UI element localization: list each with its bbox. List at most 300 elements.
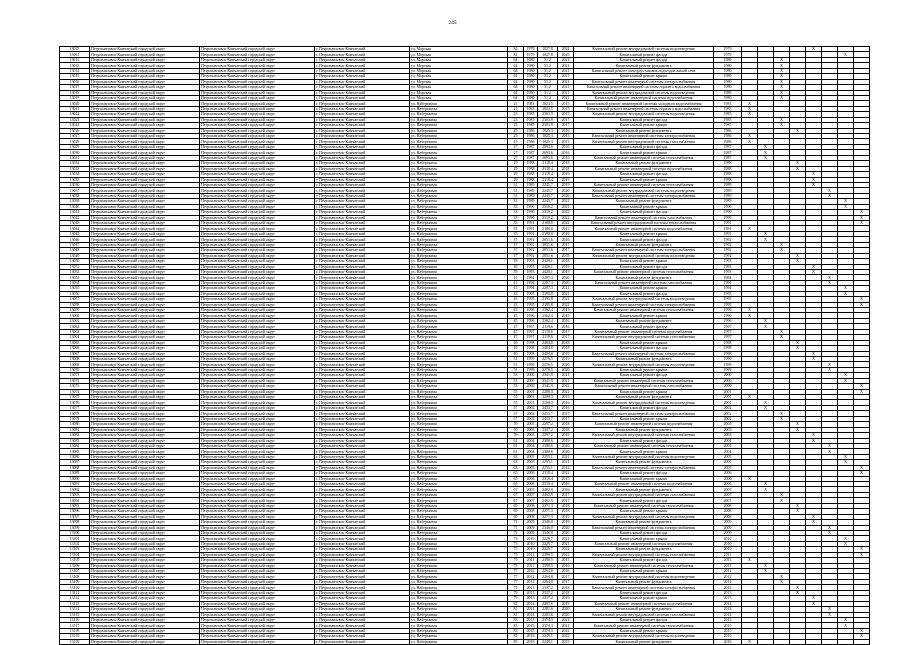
term-cell: 2303,9 (538, 117, 558, 122)
plan-year-cell: 2000 (714, 378, 742, 383)
street-cell: ул. Морская (410, 90, 508, 95)
term-cell: 2019 (558, 520, 574, 525)
plan-year-cell: 1992 (714, 248, 742, 253)
mark-cell: X (742, 313, 758, 318)
term-cell: 2018 (558, 166, 574, 171)
settlement-cell: Петропавловск-Камчатский городской округ (200, 623, 315, 628)
settlement-cell: Петропавловск-Камчатский городской округ (200, 634, 315, 639)
term-cell: 51,2 (538, 90, 558, 95)
settlement-cell: Петропавловск-Камчатский городской округ (200, 422, 315, 427)
year-cell: 1980 (524, 74, 538, 79)
term-cell: 2119,6 (538, 335, 558, 340)
year-cell: 1980 (524, 57, 538, 62)
municipality-cell: Петропавловск-Камчатский городской округ (90, 112, 200, 117)
house-number-cell: 77 (508, 574, 524, 579)
mark-cell: X (790, 253, 806, 258)
house-number-cell: 25 (508, 128, 524, 133)
row-id: 13031 (60, 155, 90, 160)
term-cell: 2019 (558, 172, 574, 177)
term-cell: 2341,9 (538, 384, 558, 389)
house-number-cell: 73 (508, 541, 524, 546)
row-id: 13061 (60, 318, 90, 323)
term-cell: 2318,4 (538, 471, 558, 476)
term-cell: 2021 (558, 536, 574, 541)
settlement-cell: Петропавловск-Камчатский городской округ (200, 204, 315, 209)
year-cell: 2014 (524, 607, 538, 612)
street-cell: ул. Набережная (410, 346, 508, 351)
row-id: 13044 (60, 226, 90, 231)
plan-year-cell: 2000 (714, 373, 742, 378)
house-number-cell: 27 (508, 144, 524, 149)
house-number-cell: 81 (508, 612, 524, 617)
plan-year-cell: 1986 (714, 134, 742, 139)
plan-year-cell: 1992 (714, 253, 742, 258)
plan-year-cell: 2003 (714, 422, 742, 427)
city-cell: г. Петропавловск-Камчатский (315, 101, 410, 106)
city-cell: г. Петропавловск-Камчатский (315, 558, 410, 563)
city-cell: г. Петропавловск-Камчатский (315, 541, 410, 546)
term-cell: 2016 (558, 237, 574, 242)
term-cell: 2015 (558, 395, 574, 400)
mark-cell: X (774, 117, 790, 122)
city-cell: г. Петропавловск-Камчатский (315, 161, 410, 166)
city-cell: г. Петропавловск-Камчатский (315, 405, 410, 410)
year-cell: 2007 (524, 492, 538, 497)
year-cell: 1979 (524, 52, 538, 57)
house-number-cell: 53 (508, 378, 524, 383)
settlement-cell: Петропавловск-Камчатский городской округ (200, 373, 315, 378)
municipality-cell: Петропавловск-Камчатский городской округ (90, 465, 200, 470)
year-cell: 1997 (524, 335, 538, 340)
street-cell: ул. Набережная (410, 612, 508, 617)
term-cell: 2020 (558, 367, 574, 372)
work-description-cell: Капитальный ремонт крыши (574, 367, 714, 372)
city-cell: г. Петропавловск-Камчатский (315, 443, 410, 448)
house-number-cell: 59 (508, 433, 524, 438)
year-cell: 1997 (524, 324, 538, 329)
plan-year-cell: 2012 (714, 579, 742, 584)
mark-cell: X (838, 623, 854, 628)
settlement-cell: Петропавловск-Камчатский городской округ (200, 443, 315, 448)
row-id: 13098 (60, 520, 90, 525)
settlement-cell: Петропавловск-Камчатский городской округ (200, 579, 315, 584)
row-id: 13050 (60, 259, 90, 264)
city-cell: г. Петропавловск-Камчатский (315, 182, 410, 187)
municipality-cell: Петропавловск-Камчатский городской округ (90, 547, 200, 552)
settlement-cell: Петропавловск-Камчатский городской округ (200, 155, 315, 160)
row-id: 13102 (60, 541, 90, 546)
settlement-cell: Петропавловск-Камчатский городской округ (200, 460, 315, 465)
street-cell: ул. Набережная (410, 400, 508, 405)
term-cell: 2019 (558, 356, 574, 361)
term-cell: 2271,3 (538, 503, 558, 508)
plan-year-cell: 1980 (714, 74, 742, 79)
work-description-cell: Капитальный ремонт внутридомовой системы водоотведения (574, 90, 714, 95)
house-number-cell: 51 (508, 356, 524, 361)
row-id: 13016 (60, 79, 90, 84)
city-cell: г. Петропавловск-Камчатский (315, 139, 410, 144)
term-cell: 2287,3 (538, 275, 558, 280)
street-cell: ул. Набережная (410, 487, 508, 492)
year-cell: 1980 (524, 85, 538, 90)
street-cell: ул. Морская (410, 47, 508, 52)
term-cell: 51,2 (538, 79, 558, 84)
city-cell: г. Петропавловск-Камчатский (315, 248, 410, 253)
year-cell: 2004 (524, 449, 538, 454)
work-description-cell: Капитальный ремонт фундамента (574, 356, 714, 361)
house-number-cell: 47 (508, 324, 524, 329)
city-cell: г. Петропавловск-Камчатский (315, 569, 410, 574)
settlement-cell: Петропавловск-Камчатский городской округ (200, 231, 315, 236)
settlement-cell: Петропавловск-Камчатский городской округ (200, 259, 315, 264)
street-cell: ул. Набережная (410, 210, 508, 215)
mark-cell: X (758, 318, 774, 323)
house-number-cell: 55 (508, 389, 524, 394)
mark-cell: X (806, 601, 822, 606)
city-cell: г. Петропавловск-Камчатский (315, 308, 410, 313)
row-id: 13071 (60, 373, 90, 378)
plan-year-cell: 1994 (714, 286, 742, 291)
plan-year-cell: 1990 (714, 215, 742, 220)
work-description-cell: Капитальный ремонт инженерной системы водоснабжения (574, 95, 714, 100)
work-description-cell: Капитальный ремонт фасада (574, 144, 714, 149)
plan-year-cell: 1998 (714, 340, 742, 345)
term-cell: 2018 (558, 346, 574, 351)
term-cell: 2420,1 (538, 269, 558, 274)
municipality-cell: Петропавловск-Камчатский городской округ (90, 384, 200, 389)
term-cell: 2021 (558, 199, 574, 204)
house-number-cell: 23 (508, 123, 524, 128)
work-description-cell: Капитальный ремонт внутридомовой системы газоснабжения (574, 433, 714, 438)
house-number-cell: 57 (508, 411, 524, 416)
street-cell: ул. Набережная (410, 128, 508, 133)
street-cell: ул. Набережная (410, 514, 508, 519)
settlement-cell: Петропавловск-Камчатский городской округ (200, 112, 315, 117)
term-cell: 2015 (558, 112, 574, 117)
city-cell: г. Петропавловск-Камчатский (315, 57, 410, 62)
mark-cell: X (758, 150, 774, 155)
mark-cell: X (854, 215, 870, 220)
term-cell: 2276,5 (538, 356, 558, 361)
settlement-cell: Петропавловск-Камчатский городской округ (200, 297, 315, 302)
year-cell: 2000 (524, 373, 538, 378)
mark-cell: X (774, 416, 790, 421)
year-cell: 1994 (524, 275, 538, 280)
municipality-cell: Петропавловск-Камчатский городской округ (90, 253, 200, 258)
municipality-cell: Петропавловск-Камчатский городской округ (90, 607, 200, 612)
street-cell: ул. Набережная (410, 623, 508, 628)
settlement-cell: Петропавловск-Камчатский городской округ (200, 313, 315, 318)
house-number-cell: 64 (508, 63, 524, 68)
municipality-cell: Петропавловск-Камчатский городской округ (90, 454, 200, 459)
year-cell: 1988 (524, 161, 538, 166)
settlement-cell: Петропавловск-Камчатский городской округ (200, 280, 315, 285)
mark-cell: X (758, 237, 774, 242)
year-cell: 2011 (524, 552, 538, 557)
municipality-cell: Петропавловск-Камчатский городской округ (90, 166, 200, 171)
term-cell: 2051,6 (538, 248, 558, 253)
city-cell: г. Петропавловск-Камчатский (315, 427, 410, 432)
term-cell: 2404,0 (538, 351, 558, 356)
municipality-cell: Петропавловск-Камчатский городской округ (90, 204, 200, 209)
year-cell: 2008 (524, 509, 538, 514)
term-cell: 1027,8 (538, 52, 558, 57)
settlement-cell: Петропавловск-Камчатский городской округ (200, 188, 315, 193)
term-cell: 2022 (558, 384, 574, 389)
plan-year-cell: 1985 (714, 123, 742, 128)
house-number-cell: 61 (508, 438, 524, 443)
mark-cell: X (774, 492, 790, 497)
year-cell: 1995 (524, 297, 538, 302)
term-cell: 51,2 (538, 95, 558, 100)
work-description-cell: Капитальный ремонт инженерной системы электроснабжения (574, 193, 714, 198)
year-cell: 1988 (524, 166, 538, 171)
municipality-cell: Петропавловск-Камчатский городской округ (90, 221, 200, 226)
work-description-cell: Капитальный ремонт крыши (574, 476, 714, 481)
street-cell: ул. Набережная (410, 356, 508, 361)
plan-year-cell: 1995 (714, 291, 742, 296)
municipality-cell: Петропавловск-Камчатский городской округ (90, 90, 200, 95)
work-description-cell: Капитальный ремонт фундамента (574, 199, 714, 204)
term-cell: 51,2 (538, 63, 558, 68)
work-description-cell: Капитальный ремонт инженерной системы теплоснабжения (574, 155, 714, 160)
city-cell: г. Петропавловск-Камчатский (315, 275, 410, 280)
city-cell: г. Петропавловск-Камчатский (315, 237, 410, 242)
year-cell: 2012 (524, 569, 538, 574)
house-number-cell: 79 (508, 585, 524, 590)
house-number-cell: 31 (508, 199, 524, 204)
city-cell: г. Петропавловск-Камчатский (315, 155, 410, 160)
settlement-cell: Петропавловск-Камчатский городской округ (200, 454, 315, 459)
work-description-cell: Капитальный ремонт фундамента (574, 639, 714, 644)
house-number-cell: 55 (508, 395, 524, 400)
settlement-cell: Петропавловск-Камчатский городской округ (200, 514, 315, 519)
house-number-cell: 83 (508, 617, 524, 622)
municipality-cell: Петропавловск-Камчатский городской округ (90, 476, 200, 481)
year-cell: 2014 (524, 612, 538, 617)
mark-cell: X (742, 112, 758, 117)
city-cell: г. Петропавловск-Камчатский (315, 530, 410, 535)
settlement-cell: Петропавловск-Камчатский городской округ (200, 95, 315, 100)
row-id: 13087 (60, 460, 90, 465)
city-cell: г. Петропавловск-Камчатский (315, 492, 410, 497)
row-id: 13011 (60, 52, 90, 57)
row-id: 13069 (60, 362, 90, 367)
plan-year-cell: 2011 (714, 558, 742, 563)
term-cell: 2018 (558, 503, 574, 508)
city-cell: г. Петропавловск-Камчатский (315, 335, 410, 340)
street-cell: ул. Морская (410, 74, 508, 79)
term-cell: 2188,0 (538, 221, 558, 226)
term-cell: 2017 (558, 492, 574, 497)
street-cell: ул. Набережная (410, 134, 508, 139)
mark-cell: X (806, 438, 822, 443)
municipality-cell: Петропавловск-Камчатский городской округ (90, 57, 200, 62)
table-row (60, 639, 870, 644)
mark-cell: X (774, 57, 790, 62)
year-cell: 2004 (524, 438, 538, 443)
mark-cell: X (854, 471, 870, 476)
city-cell: г. Петропавловск-Камчатский (315, 106, 410, 111)
plan-year-cell: 1989 (714, 188, 742, 193)
term-cell: 2022 (558, 221, 574, 226)
street-cell: ул. Морская (410, 63, 508, 68)
street-cell: ул. Набережная (410, 438, 508, 443)
plan-year-cell: 1987 (714, 155, 742, 160)
municipality-cell: Петропавловск-Камчатский городской округ (90, 373, 200, 378)
year-cell: 1983 (524, 106, 538, 111)
city-cell: г. Петропавловск-Камчатский (315, 607, 410, 612)
plan-year-cell: 2006 (714, 471, 742, 476)
house-number-cell: 45 (508, 313, 524, 318)
municipality-cell: Петропавловск-Камчатский городской округ (90, 193, 200, 198)
term-cell: 2374,3 (538, 617, 558, 622)
term-cell: 2374,3 (538, 623, 558, 628)
municipality-cell: Петропавловск-Камчатский городской округ (90, 242, 200, 247)
row-id: 13113 (60, 601, 90, 606)
mark-cell: X (806, 596, 822, 601)
work-description-cell: Капитальный ремонт внутридомовой системы водоотведения (574, 514, 714, 519)
house-number-cell: 63 (508, 465, 524, 470)
mark-cell (774, 639, 790, 644)
term-cell: 2245,7 (538, 182, 558, 187)
city-cell: г. Петропавловск-Камчатский (315, 482, 410, 487)
municipality-cell: Петропавловск-Камчатский городской округ (90, 329, 200, 334)
mark-cell: X (838, 52, 854, 57)
municipality-cell: Петропавловск-Камчатский городской округ (90, 411, 200, 416)
mark-cell: X (854, 634, 870, 639)
municipality-cell: Петропавловск-Камчатский городской округ (90, 275, 200, 280)
row-id: 13012 (60, 57, 90, 62)
city-cell: г. Петропавловск-Камчатский (315, 280, 410, 285)
work-description-cell: Капитальный ремонт крыши (574, 536, 714, 541)
term-cell: 2019 (558, 182, 574, 187)
year-cell: 1987 (524, 144, 538, 149)
term-cell: 2390,5 (538, 552, 558, 557)
term-cell: 2018 (558, 340, 574, 345)
year-cell: 1994 (524, 286, 538, 291)
mark-cell: X (790, 585, 806, 590)
plan-year-cell: 1997 (714, 335, 742, 340)
row-id: 13066 (60, 346, 90, 351)
mark-cell: X (774, 335, 790, 340)
year-cell: 1988 (524, 177, 538, 182)
row-id: 13055 (60, 286, 90, 291)
term-cell: 2404,0 (538, 346, 558, 351)
term-cell: 2016 (558, 405, 574, 410)
term-cell: 2019 (558, 351, 574, 356)
term-cell: 2022 (558, 465, 574, 470)
row-id: 13094 (60, 498, 90, 503)
street-cell: ул. Набережная (410, 112, 508, 117)
term-cell: 2016 (558, 318, 574, 323)
house-number-cell: 81 (508, 601, 524, 606)
work-description-cell: Капитальный ремонт внутридомовой системы газоснабжения (574, 492, 714, 497)
city-cell: г. Петропавловск-Камчатский (315, 634, 410, 639)
year-cell: 1996 (524, 308, 538, 313)
row-id: 13036 (60, 182, 90, 187)
house-number-cell: 61 (508, 449, 524, 454)
city-cell: г. Петропавловск-Камчатский (315, 291, 410, 296)
city-cell: г. Петропавловск-Камчатский (315, 498, 410, 503)
municipality-cell: Петропавловск-Камчатский городской округ (90, 259, 200, 264)
mark-cell: X (742, 134, 758, 139)
city-cell: г. Петропавловск-Камчатский (315, 525, 410, 530)
city-cell: г. Петропавловск-Камчатский (315, 596, 410, 601)
city-cell: г. Петропавловск-Камчатский (315, 226, 410, 231)
plan-year-cell: 1979 (714, 52, 742, 57)
house-number-cell: 49 (508, 340, 524, 345)
city-cell: г. Петропавловск-Камчатский (315, 628, 410, 633)
settlement-cell: Петропавловск-Камчатский городской округ (200, 427, 315, 432)
plan-year-cell: 2006 (714, 476, 742, 481)
settlement-cell: Петропавловск-Камчатский городской округ (200, 563, 315, 568)
mark-cell: X (742, 139, 758, 144)
year-cell: 2001 (524, 389, 538, 394)
city-cell: г. Петропавловск-Камчатский (315, 128, 410, 133)
term-cell: 2018 (558, 509, 574, 514)
data-table (59, 46, 870, 645)
plan-year-cell: 1995 (714, 302, 742, 307)
work-description-cell: Капитальный ремонт крыши (574, 177, 714, 182)
work-description-cell: Капитальный ремонт инженерной системы теплоснабжения (574, 623, 714, 628)
term-cell: 2276,5 (538, 362, 558, 367)
year-cell: 2005 (524, 454, 538, 459)
house-number-cell: 41 (508, 275, 524, 280)
term-cell: 2019 (558, 264, 574, 269)
municipality-cell: Петропавловск-Камчатский городской округ (90, 427, 200, 432)
municipality-cell: Петропавловск-Камчатский городской округ (90, 313, 200, 318)
mark-cell (838, 639, 854, 644)
city-cell: г. Петропавловск-Камчатский (315, 563, 410, 568)
settlement-cell: Петропавловск-Камчатский городской округ (200, 329, 315, 334)
mark-cell: X (742, 308, 758, 313)
year-cell: 1980 (524, 79, 538, 84)
term-cell: 2019 (558, 433, 574, 438)
settlement-cell: Петропавловск-Камчатский городской округ (200, 221, 315, 226)
work-description-cell: Капитальный ремонт внутридомовой системы водоотведения (574, 634, 714, 639)
city-cell: г. Петропавловск-Камчатский (315, 422, 410, 427)
work-description-cell: Капитальный ремонт фундамента (574, 242, 714, 247)
house-number-cell: 37 (508, 237, 524, 242)
term-cell: 2380,6 (538, 438, 558, 443)
plan-year-cell: 2007 (714, 487, 742, 492)
plan-year-cell: 2014 (714, 612, 742, 617)
settlement-cell: Петропавловск-Камчатский городской округ (200, 574, 315, 579)
year-cell: 2013 (524, 590, 538, 595)
city-cell: г. Петропавловск-Камчатский (315, 47, 410, 52)
term-cell: 2018 (558, 427, 574, 432)
row-id: 13021 (60, 106, 90, 111)
municipality-cell: Петропавловск-Камчатский городской округ (90, 449, 200, 454)
year-cell: 2003 (524, 427, 538, 432)
year-cell: 2010 (524, 547, 538, 552)
plan-year-cell: 2004 (714, 443, 742, 448)
plan-year-cell: 1987 (714, 150, 742, 155)
term-cell: 2025 (558, 52, 574, 57)
mark-cell: X (854, 552, 870, 557)
house-number-cell: 67 (508, 492, 524, 497)
street-cell: ул. Набережная (410, 182, 508, 187)
term-cell: 2341,9 (538, 378, 558, 383)
municipality-cell: Петропавловск-Камчатский городской округ (90, 509, 200, 514)
term-cell: 2195,8 (538, 291, 558, 296)
term-cell: 1823,5 (538, 106, 558, 111)
work-description-cell: Капитальный ремонт фасада (574, 210, 714, 215)
term-cell: 2337,2 (538, 585, 558, 590)
mark-cell: X (822, 367, 838, 372)
settlement-cell: Петропавловск-Камчатский городской округ (200, 144, 315, 149)
